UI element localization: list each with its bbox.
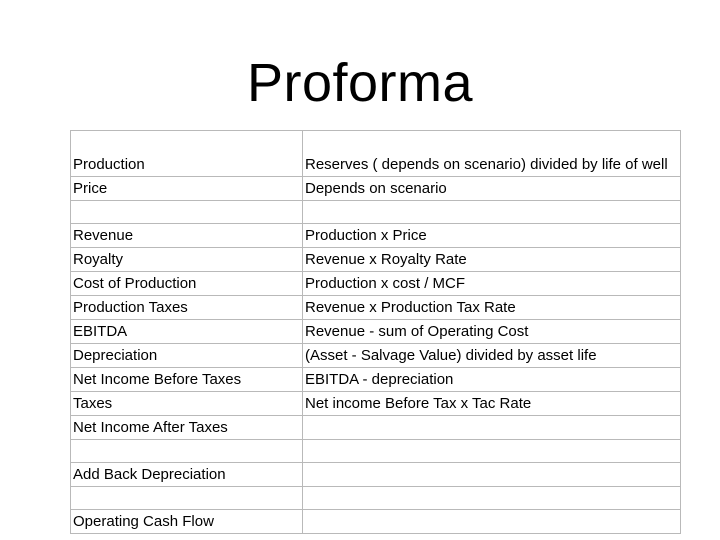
line-item-cell: Price (71, 177, 303, 201)
formula-cell: Net income Before Tax x Tac Rate (303, 392, 681, 416)
formula-cell: Depends on scenario (303, 177, 681, 201)
line-item-cell: Net Income After Taxes (71, 416, 303, 440)
formula-cell: Revenue x Production Tax Rate (303, 296, 681, 320)
line-item-cell: Add Back Depreciation (71, 463, 303, 487)
formula-cell (303, 463, 681, 487)
table-row-add-back-depreciation (71, 463, 681, 487)
line-item-cell: Royalty (71, 248, 303, 272)
line-item-cell (71, 487, 303, 510)
table-row-price (71, 177, 681, 201)
table-row-revenue (71, 224, 681, 248)
line-item-cell (71, 201, 303, 224)
formula-cell: Revenue - sum of Operating Cost (303, 320, 681, 344)
slide-title: Proforma (246, 53, 474, 113)
table-row-taxes (71, 392, 681, 416)
line-item-cell: Production (71, 131, 303, 177)
table-row-blank (71, 440, 681, 463)
formula-cell (303, 416, 681, 440)
formula-cell (303, 487, 681, 510)
table-row-ebitda (71, 320, 681, 344)
line-item-cell: Cost of Production (71, 272, 303, 296)
table-row-depreciation (71, 344, 681, 368)
line-item-cell (71, 440, 303, 463)
formula-cell: EBITDA - depreciation (303, 368, 681, 392)
formula-cell: Revenue x Royalty Rate (303, 248, 681, 272)
table-row-net-income-after-taxes (71, 416, 681, 440)
formula-cell: (Asset - Salvage Value) divided by asset life (303, 344, 681, 368)
table-row-production-taxes (71, 296, 681, 320)
table-row-production (71, 131, 681, 177)
formula-cell (303, 201, 681, 224)
table-row-royalty (71, 248, 681, 272)
formula-cell: Reserves ( depends on scenario) divided by life of well (303, 131, 681, 177)
line-item-cell: Net Income Before Taxes (71, 368, 303, 392)
line-item-cell: Production Taxes (71, 296, 303, 320)
proforma-table (70, 130, 681, 534)
table-row-blank (71, 201, 681, 224)
table-row-blank (71, 487, 681, 510)
table-row-net-income-before-taxes (71, 368, 681, 392)
line-item-cell: Taxes (71, 392, 303, 416)
formula-cell (303, 510, 681, 534)
formula-cell: Production x cost / MCF (303, 272, 681, 296)
line-item-cell: Revenue (71, 224, 303, 248)
line-item-cell: Operating Cash Flow (71, 510, 303, 534)
formula-cell (303, 440, 681, 463)
formula-cell: Production x Price (303, 224, 681, 248)
table-row-cost-of-production (71, 272, 681, 296)
line-item-cell: EBITDA (71, 320, 303, 344)
line-item-cell: Depreciation (71, 344, 303, 368)
table-row-operating-cash-flow (71, 510, 681, 534)
